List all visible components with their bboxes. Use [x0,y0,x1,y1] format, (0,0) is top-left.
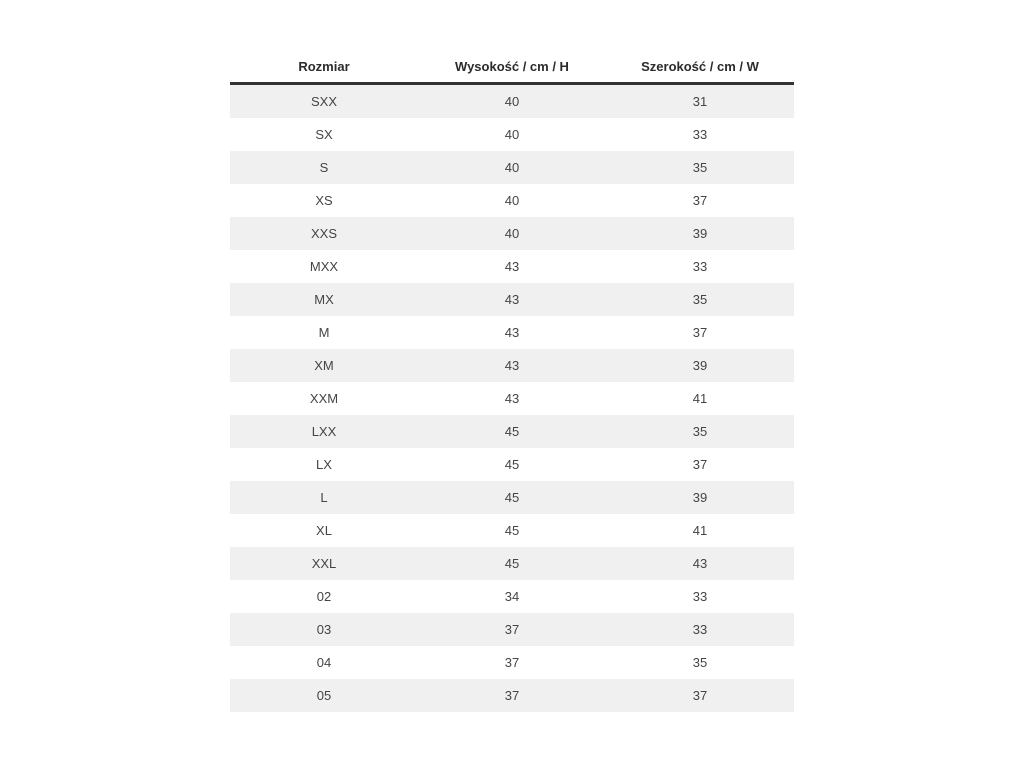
table-row [230,118,794,151]
cell-width: 33 [606,250,794,283]
size-chart-table [230,50,794,712]
table-row [230,448,794,481]
table-row [230,217,794,250]
table-body [230,84,794,713]
cell-width: 39 [606,217,794,250]
header-height: Wysokość / cm / H [418,50,606,84]
cell-height: 40 [418,84,606,119]
cell-height: 43 [418,250,606,283]
cell-height: 37 [418,646,606,679]
cell-width: 43 [606,547,794,580]
table-row [230,547,794,580]
cell-height: 45 [418,448,606,481]
cell-size: S [230,151,418,184]
table-row [230,84,794,119]
table-row [230,514,794,547]
cell-width: 33 [606,613,794,646]
cell-height: 40 [418,217,606,250]
cell-width: 33 [606,580,794,613]
table-row [230,481,794,514]
cell-height: 45 [418,415,606,448]
table-row [230,382,794,415]
cell-size: SXX [230,84,418,119]
table-row [230,580,794,613]
cell-height: 37 [418,679,606,712]
header-width: Szerokość / cm / W [606,50,794,84]
cell-width: 33 [606,118,794,151]
table-row [230,316,794,349]
cell-height: 45 [418,547,606,580]
cell-width: 37 [606,316,794,349]
table-row [230,646,794,679]
cell-width: 35 [606,415,794,448]
table-row [230,613,794,646]
cell-size: XL [230,514,418,547]
cell-width: 39 [606,349,794,382]
cell-size: XM [230,349,418,382]
cell-width: 37 [606,679,794,712]
cell-height: 40 [418,118,606,151]
cell-width: 35 [606,283,794,316]
cell-height: 43 [418,283,606,316]
cell-width: 41 [606,382,794,415]
cell-width: 35 [606,646,794,679]
cell-height: 37 [418,613,606,646]
cell-size: MX [230,283,418,316]
cell-size: 02 [230,580,418,613]
cell-size: 04 [230,646,418,679]
cell-height: 45 [418,514,606,547]
cell-size: 03 [230,613,418,646]
cell-width: 37 [606,184,794,217]
cell-size: L [230,481,418,514]
table-row [230,250,794,283]
cell-height: 43 [418,316,606,349]
cell-size: SX [230,118,418,151]
cell-size: XXM [230,382,418,415]
table-header [230,50,794,84]
cell-size: XXL [230,547,418,580]
cell-height: 43 [418,349,606,382]
cell-height: 34 [418,580,606,613]
table-row [230,151,794,184]
header-size: Rozmiar [230,50,418,84]
cell-width: 39 [606,481,794,514]
cell-size: M [230,316,418,349]
header-row [230,50,794,84]
table-row [230,283,794,316]
table-row [230,349,794,382]
table-row [230,184,794,217]
cell-width: 41 [606,514,794,547]
cell-width: 37 [606,448,794,481]
cell-size: LX [230,448,418,481]
cell-size: 05 [230,679,418,712]
cell-height: 40 [418,184,606,217]
cell-width: 31 [606,84,794,119]
cell-height: 40 [418,151,606,184]
cell-size: MXX [230,250,418,283]
cell-size: XS [230,184,418,217]
table-row [230,415,794,448]
cell-width: 35 [606,151,794,184]
cell-height: 45 [418,481,606,514]
cell-size: LXX [230,415,418,448]
cell-size: XXS [230,217,418,250]
table-row [230,679,794,712]
cell-height: 43 [418,382,606,415]
